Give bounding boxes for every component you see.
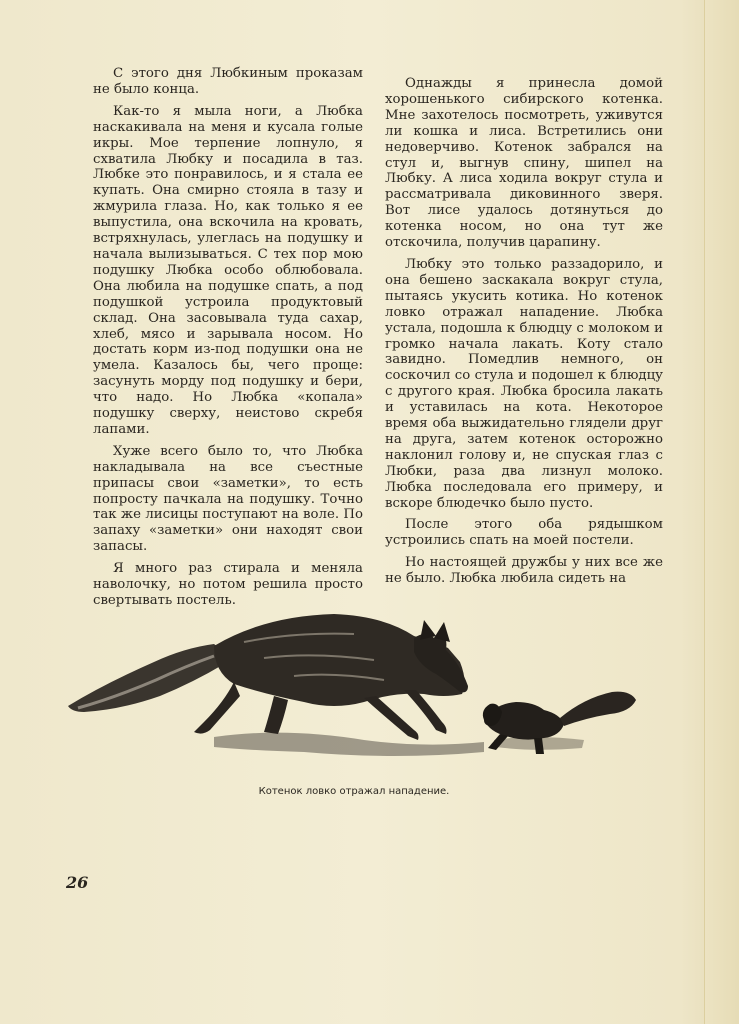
paragraph: После этого оба рядышком устроились спать на моей постели. — [385, 517, 663, 549]
page-edge — [704, 0, 739, 1024]
fox-and-kitten-illustration — [64, 602, 644, 772]
right-text-column — [385, 76, 663, 593]
paragraph: Я много раз стирала и меняла наволочку, но потом решила просто свертывать постель. — [93, 561, 363, 608]
fox-leg — [194, 682, 240, 734]
page-number: 26 — [66, 873, 89, 892]
fox-tail — [68, 644, 224, 712]
paragraph: Любку это только раззадорило, и она бешено заскакала вокруг стула, пытаясь укусить котика. Но котенок ловко отражал нападение. Любка устала, подошла к блюдцу с молоком и громко начала лакать. Коту стало завидно. Помедлив немного, он соскочил со стула и подошел к блюдцу с другого края. Любка бросила лакать и уставилась на кота. Некоторое время оба выжидательно глядели друг на друга, затем котенок осторожно наклонил голову и, не спуская глаз с Любки, раза два лизнул молоко. Любка последовала его примеру, и вскоре блюдечко было пусто. — [385, 256, 663, 511]
fox-ear — [420, 620, 436, 640]
paragraph: Однажды я принесла домой хорошенького сибирского котенка. Мне захотелось посмотреть, уживутся ли кошка и лиса. Встретились они недоверчиво. Котенок забрался на стул и, выгнув спину, шипел на Любку. А лиса ходила вокруг стула и рассматривала диковинного зверя. Вот лисе удалось дотянуться до котенка носом, но она тут же отскочила, получив царапину. — [385, 76, 663, 251]
paragraph: Но настоящей дружбы у них все же не было. Любка любила сидеть на — [385, 555, 663, 587]
fox-leg — [364, 696, 419, 740]
left-text-column — [93, 66, 363, 615]
paragraph: Хуже всего было то, что Любка накладывала на все съестные припасы свои «заметки», то есть попросту пачкала на подушку. Точно так же лисицы поступают на воле. По запаху «заметки» они находят свои запасы. — [93, 443, 363, 555]
paragraph: С этого дня Любкиным проказам не было конца. — [93, 66, 363, 97]
kitten-tail — [560, 692, 636, 726]
fox-leg — [264, 696, 288, 734]
illustration-caption: Котенок ловко отражал нападение. — [258, 786, 450, 797]
paragraph: Как-то я мыла ноги, а Любка наскакивала на меня и кусала голые икры. Мое терпение лопнуло, я схватила Любку и посадила в таз. Любке это понравилось, и я стала ее купать. Она смирно стояла в тазу и жмурила глаза. Но, как только я ее выпустила, она вскочила на кровать, встряхнулась, улеглась на подушку и начала вылизываться. С тех пор мою подушку Любка особо облюбовала. Она любила на подушке спать, а под подушкой устроила продуктовый склад. Она засовывала туда сахар, хлеб, мясо и зарывала носом. Но достать корм из-под подушки она не умела. Казалось бы, чего проще: засунуть морду под подушку и бери, что надо. Но Любка «копала» подушку сверху, неистово скребя лапами. — [93, 103, 363, 437]
ground-shadow — [214, 733, 484, 756]
